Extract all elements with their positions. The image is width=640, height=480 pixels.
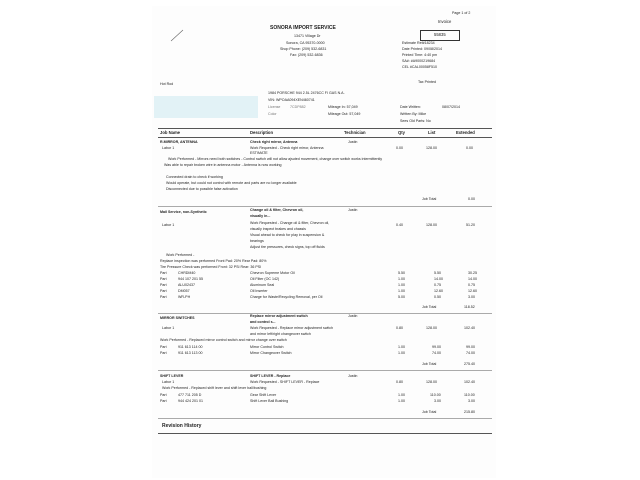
col-list: List <box>428 130 436 135</box>
job-desc: Work Requested - Check right mirror, Antenna <box>250 146 324 150</box>
part-desc: Oil Inserter <box>250 289 268 293</box>
job-name: MIRROR SWITCHES <box>160 316 195 320</box>
job-qty: 0.80 <box>396 326 403 330</box>
part-ext: 99.00 <box>466 345 475 349</box>
part-ext: 12.60 <box>468 289 477 293</box>
job-desc: bearings <box>250 239 264 243</box>
part-ext: 0.75 <box>468 283 475 287</box>
part-number: 911 613 113 00 <box>178 351 203 355</box>
job-desc: Replace mirror adjustment switch <box>250 314 308 318</box>
invoice-number: 55835 <box>434 32 446 37</box>
part-qty: 1.00 <box>398 283 405 287</box>
part-label: Part <box>160 345 167 349</box>
job-desc: and mirror left/right changeover switch <box>250 332 311 336</box>
job-separator <box>158 313 492 314</box>
header-rule <box>158 128 492 129</box>
invoice-page <box>152 6 496 478</box>
tax-label: Tax Printed <box>418 80 436 84</box>
part-desc: Shift Lever Ball Bushing <box>250 399 289 403</box>
job-total: 118.52 <box>464 305 475 309</box>
col-desc: Description <box>250 130 274 135</box>
part-qty: 1.00 <box>398 393 405 397</box>
part-number: 944 107 201 55 <box>178 277 203 281</box>
part-qty: 1.00 <box>398 351 405 355</box>
redacted-customer-info <box>154 96 258 118</box>
vehicle-line: 1984 PORSCHE 944 2.5L 2476CC FI GAS N.A. <box>268 91 345 95</box>
job-desc: Adjust tire pressures, check signs, top off fluids <box>250 245 325 249</box>
mileage-in: Mileage In: 57,049 <box>328 105 358 109</box>
job-qty: 0.80 <box>396 380 403 384</box>
job-note: Work Performed - Mirrors need both switches - Control switch will not allow ajsuted movement, change over switch works intermittently <box>168 157 383 161</box>
job-ext: 102.40 <box>464 380 475 384</box>
job-desc: Change oil & filter, Chevron oil, <box>250 208 304 212</box>
company-name: SONORA IMPORT SERVICE <box>270 25 336 31</box>
vehicle-small-value: 7CDP882 <box>290 105 306 109</box>
job-desc: SHIFT LEVER - Replace <box>250 374 291 378</box>
part-desc: Aluminum Seal <box>250 283 275 287</box>
part-list: 99.00 <box>432 345 441 349</box>
company-city: Sonora, CA 95370-0000 <box>286 41 325 45</box>
job-total-label: Job Total <box>422 410 437 414</box>
job-ext: 102.40 <box>464 326 475 330</box>
job-name: Mail Service, non-Synthetic <box>160 210 207 214</box>
part-number: CHRDM40 <box>178 271 196 275</box>
job-ext: 0.00 <box>466 146 473 150</box>
job-note: Would operate, but could not control with remote and parts are no longer available <box>166 181 297 185</box>
job-desc: Check right mirror, Antenna <box>250 140 298 144</box>
job-note: Connected drain to check if working <box>166 175 223 179</box>
revision-history-heading: Revision History <box>162 423 202 429</box>
part-label: Part <box>160 351 167 355</box>
part-label: Part <box>160 393 167 397</box>
job-total: 215.80 <box>464 410 475 414</box>
invoice-number-box <box>420 30 460 41</box>
part-ext: 3.00 <box>468 399 475 403</box>
part-label: Part <box>160 271 167 275</box>
date-written-label: Date Written: <box>400 105 421 109</box>
job-qty: 0.40 <box>396 223 403 227</box>
work-performed: Replace inspection was performed Front Pad: 20% Rear Pad: 80% <box>160 259 267 263</box>
part-qty: 1.00 <box>398 289 405 293</box>
labor-label: Labor 1 <box>162 380 175 384</box>
labor-label: Labor 1 <box>162 223 175 227</box>
part-list: 5.50 <box>434 271 441 275</box>
part-desc: Chevron Supreme Motor Oil <box>250 271 295 275</box>
part-number: 911 613 114 00 <box>178 345 203 349</box>
customer-side-label: Hot Rod <box>160 82 174 86</box>
job-desc: Visual ahead to check for play in suspension & <box>250 233 325 237</box>
part-qty: 5.50 <box>398 271 405 275</box>
part-number: WR-PH <box>178 295 191 299</box>
job-desc: ESTIMATE <box>250 151 268 155</box>
job-ext: 51.20 <box>466 223 475 227</box>
job-separator <box>158 418 492 419</box>
part-list: 3.00 <box>434 399 441 403</box>
vehicle-vin: VIN: WPOAA094XEN460741 <box>268 98 315 102</box>
part-number: ALU02437 <box>178 283 195 287</box>
job-note: Disconnected due to possible false activation <box>166 187 238 191</box>
col-job: Job Name <box>160 130 181 135</box>
part-number: DM057 <box>178 289 190 293</box>
job-desc: Work Requested - Replace mirror adjustment switch <box>250 326 334 330</box>
job-note: Was able to repair broken wire in antenna motor - Antenna is now working <box>164 163 282 167</box>
job-name: SHIFT LEVER <box>160 374 184 378</box>
part-list: 0.50 <box>434 295 441 299</box>
sees-old-parts: Sees Old Parts: No <box>400 119 431 123</box>
job-tech: Justin <box>348 208 358 212</box>
part-desc: Mirror Control Switch <box>250 345 284 349</box>
part-qty: 1.00 <box>398 277 405 281</box>
part-label: Part <box>160 283 167 287</box>
job-total: 275.40 <box>464 362 475 366</box>
labor-label: Labor 1 <box>162 326 175 330</box>
company-fax: Fax: (209) 532-6836 <box>290 53 323 57</box>
job-note: Work Performed - Replaced shift lever and shift lever ball/bushing <box>162 386 267 390</box>
part-ext: 110.00 <box>464 393 475 397</box>
job-separator <box>158 370 492 371</box>
part-list: 14.00 <box>434 277 443 281</box>
part-label: Part <box>160 289 167 293</box>
part-desc: Oil Filter (OC 142) <box>250 277 280 281</box>
invoice-label: Invoice <box>438 19 452 24</box>
vehicle-small-label: License <box>268 105 281 109</box>
header-rule <box>158 137 492 138</box>
part-ext: 3.00 <box>468 295 475 299</box>
company-address: 13471 Village Dr <box>294 34 321 38</box>
job-name: R.MIRROR, ANTENNA <box>160 140 198 144</box>
invoice-line: CEL #CAL00058F510 <box>402 65 438 69</box>
part-number: 944 424 201 01 <box>178 399 203 403</box>
vehicle-small-label: Color <box>268 112 277 116</box>
part-label: Part <box>160 399 167 403</box>
revision-rule <box>158 433 492 434</box>
job-total-label: Job Total <box>422 197 437 201</box>
part-number: 477 711 205 D <box>178 393 202 397</box>
part-list: 0.75 <box>434 283 441 287</box>
job-total-label: Job Total <box>422 305 437 309</box>
job-desc: Work Requested - SHIFT LEVER - Replace <box>250 380 320 384</box>
part-desc: Charge for Waste/Recycling Removal, per Oil <box>250 295 323 299</box>
job-list: 128.00 <box>426 146 437 150</box>
job-tech: Justin <box>348 374 358 378</box>
job-desc: visually inspect brakes and chassis <box>250 227 306 231</box>
col-ext: Extended <box>456 130 475 135</box>
part-list: 110.00 <box>430 393 441 397</box>
job-list: 128.00 <box>426 380 437 384</box>
part-desc: Gear Shift Lever <box>250 393 277 397</box>
job-desc: and control s... <box>250 320 276 324</box>
job-total-label: Job Total <box>422 362 437 366</box>
part-ext: 74.00 <box>466 351 475 355</box>
job-tech: Justin <box>348 314 358 318</box>
job-separator <box>158 206 492 207</box>
col-tech: Technician <box>344 130 366 135</box>
job-desc: Work Requested - Change oil & filter, Chevron oil, <box>250 221 330 225</box>
invoice-line: Estimate Ref#18234 <box>402 41 435 45</box>
part-qty: 5.00 <box>398 295 405 299</box>
job-total: 0.00 <box>468 197 475 201</box>
written-by: Written By: Mike <box>400 112 427 116</box>
job-qty: 0.00 <box>396 146 403 150</box>
col-qty: Qty <box>398 130 405 135</box>
part-qty: 1.00 <box>398 345 405 349</box>
part-ext: 30.25 <box>468 271 477 275</box>
job-desc: visually in... <box>250 214 271 218</box>
page-number: Page 1 of 2 <box>452 11 471 15</box>
part-qty: 1.00 <box>398 399 405 403</box>
invoice-line: Date Printed: 09/08/2014 <box>402 47 442 51</box>
date-written-value: 08/07/2014 <box>442 105 460 109</box>
part-ext: 14.00 <box>468 277 477 281</box>
pen-mark-icon <box>170 28 184 42</box>
job-list: 128.00 <box>426 223 437 227</box>
work-performed: Tire Pressure Check was performed Front: 32 PSI Rear: 36 PSI <box>160 265 262 269</box>
mileage-out: Mileage Out: 57,049 <box>328 112 361 116</box>
labor-label: Labor 1 <box>162 146 175 150</box>
part-list: 12.60 <box>434 289 443 293</box>
job-list: 128.00 <box>426 326 437 330</box>
invoice-line: SA#: #A9000219684 <box>402 59 436 63</box>
work-performed: Work Performed - <box>166 253 195 257</box>
invoice-line: Printed Time: 4:40 pm <box>402 53 438 57</box>
job-tech: Justin <box>348 140 358 144</box>
job-desc: Work Performed - Replaced mirror control switch and mirror change over switch <box>160 338 287 342</box>
part-label: Part <box>160 295 167 299</box>
part-label: Part <box>160 277 167 281</box>
part-desc: Mirror Changeover Switch <box>250 351 292 355</box>
part-list: 74.00 <box>432 351 441 355</box>
company-phone: Shop Phone: (209) 532-6831 <box>280 47 327 51</box>
